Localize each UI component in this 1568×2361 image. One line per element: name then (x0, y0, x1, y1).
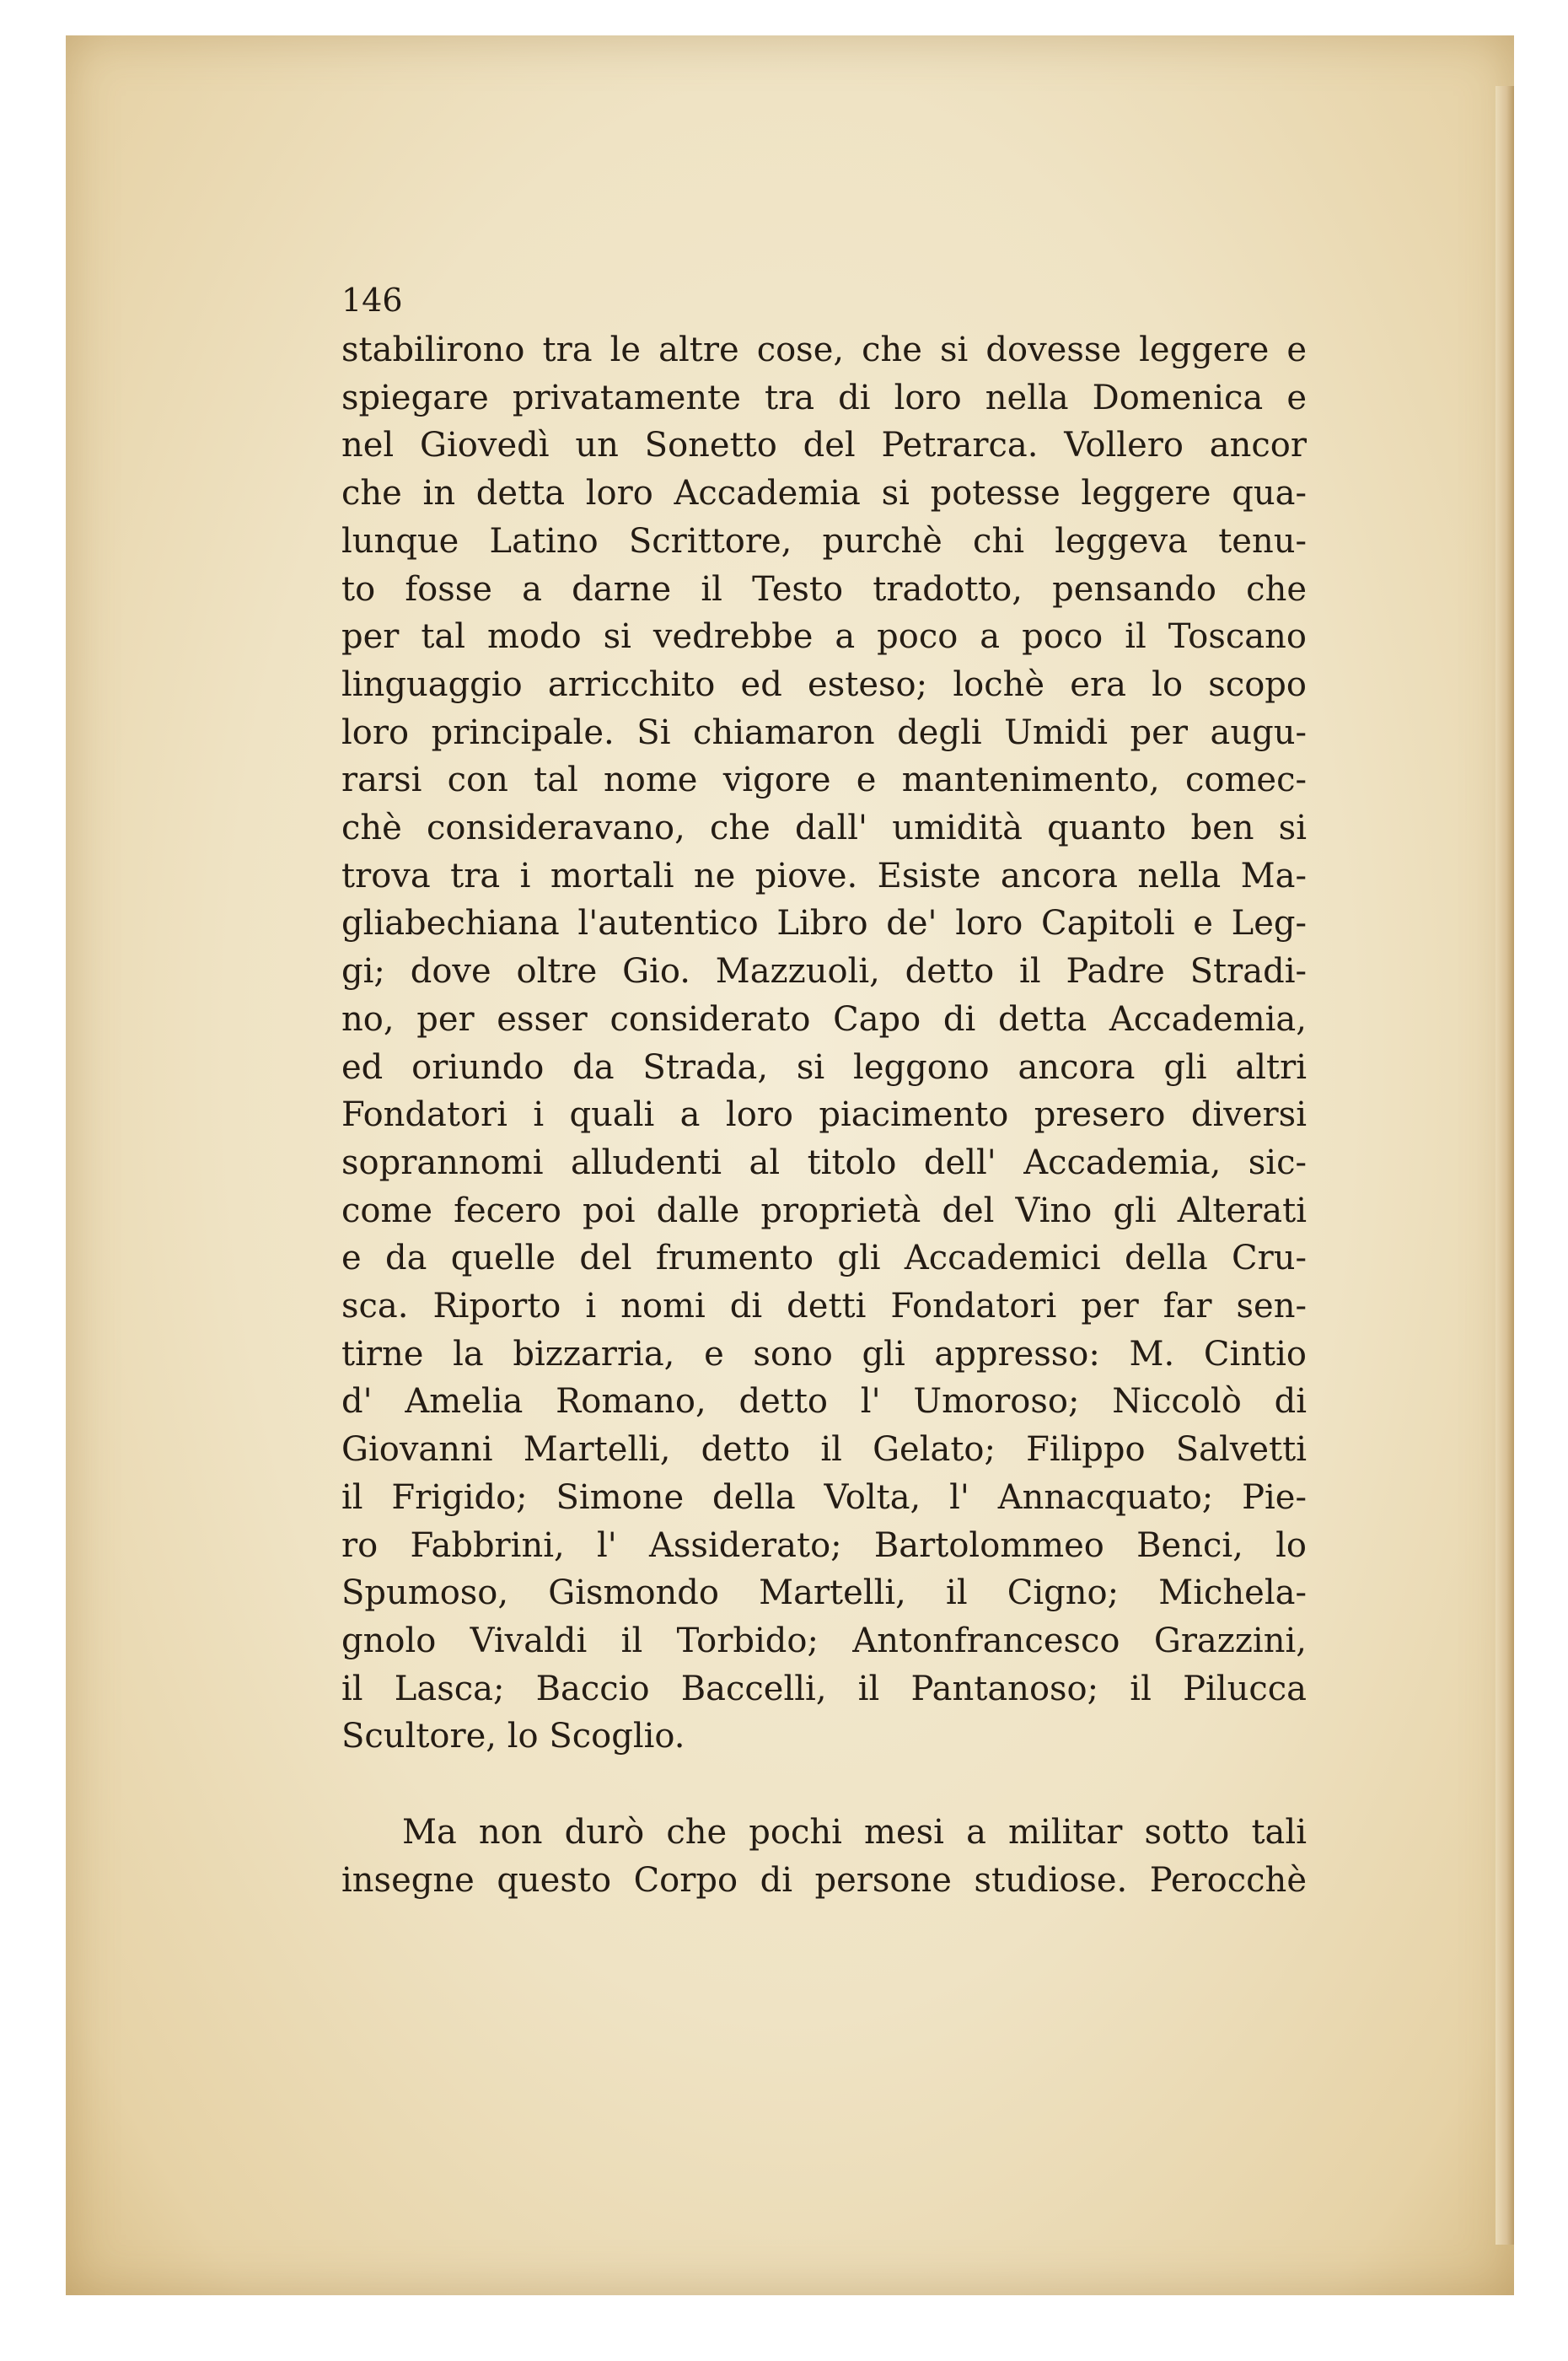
text-line: gnolo Vivaldi il Torbido; Antonfrancesco Grazzini, (341, 1621, 1307, 1660)
text-line: no, per esser considerato Capo di detta Accademia, (341, 999, 1307, 1039)
text-line: stabilirono tra le altre cose, che si dovesse leggere e (341, 331, 1307, 369)
text-line: Giovanni Martelli, detto il Gelato; Filippo Salvetti (341, 1430, 1307, 1470)
text-line: linguaggio arricchito ed esteso; lochè era lo scopo (341, 664, 1307, 704)
text-block (341, 274, 1307, 1904)
text-line: Ma non durò che pochi mesi a militar sotto tali (402, 1812, 1307, 1852)
text-line: per tal modo si vedrebbe a poco a poco il Toscano (341, 617, 1307, 657)
text-line: loro principale. Si chiamaron degli Umidi per augu- (341, 713, 1307, 752)
text-line: nel Giovedì un Sonetto del Petrarca. Vollero ancor (341, 426, 1307, 465)
text-line: il Lasca; Baccio Baccelli, il Pantanoso; il Pilucca (341, 1669, 1307, 1708)
text-line: e da quelle del frumento gli Accademici della Cru- (341, 1239, 1307, 1278)
text-line: Spumoso, Gismondo Martelli, il Cigno; Michela- (341, 1573, 1307, 1613)
text-line: Fondatori i quali a loro piacimento presero diversi (341, 1095, 1307, 1135)
text-line: sca. Riporto i nomi di detti Fondatori per far sen- (341, 1287, 1307, 1326)
text-line: d' Amelia Romano, detto l' Umoroso; Niccolò di (341, 1382, 1307, 1422)
page-edge (1496, 86, 1514, 2245)
text-line: chè consideravano, che dall' umidità quanto ben si (341, 809, 1307, 848)
text-line: Scultore, lo Scoglio. (341, 1717, 685, 1756)
text-line: soprannomi alludenti al titolo dell' Accademia, sic- (341, 1143, 1307, 1182)
text-line: come fecero poi dalle proprietà del Vino gli Alterati (341, 1191, 1307, 1230)
text-line: gliabechiana l'autentico Libro de' loro Capitoli e Leg- (341, 904, 1307, 944)
text-line: trova tra i mortali ne piove. Esiste ancora nella Ma- (341, 856, 1307, 895)
text-line: gi; dove oltre Gio. Mazzuoli, detto il Padre Stradi- (341, 952, 1307, 992)
text-line: spiegare privatamente tra di loro nella Domenica e (341, 378, 1307, 417)
text-line: che in detta loro Accademia si potesse leggere qua- (341, 474, 1307, 514)
text-line: lunque Latino Scrittore, purchè chi leggeva tenu- (341, 521, 1307, 561)
text-line: rarsi con tal nome vigore e mantenimento, comec- (341, 761, 1307, 800)
text-line: il Frigido; Simone della Volta, l' Annacquato; Pie- (341, 1477, 1307, 1517)
text-line: ed oriundo da Strada, si leggono ancora gli altri (341, 1047, 1307, 1087)
text-line: ro Fabbrini, l' Assiderato; Bartolommeo Benci, lo (341, 1525, 1307, 1565)
text-line: tirne la bizzarria, e sono gli appresso: M. Cintio (341, 1334, 1307, 1374)
text-line: to fosse a darne il Testo tradotto, pensando che (341, 569, 1307, 609)
text-line: insegne questo Corpo di persone studiose. Perocchè (341, 1860, 1307, 1900)
page-number: 146 (341, 282, 403, 319)
